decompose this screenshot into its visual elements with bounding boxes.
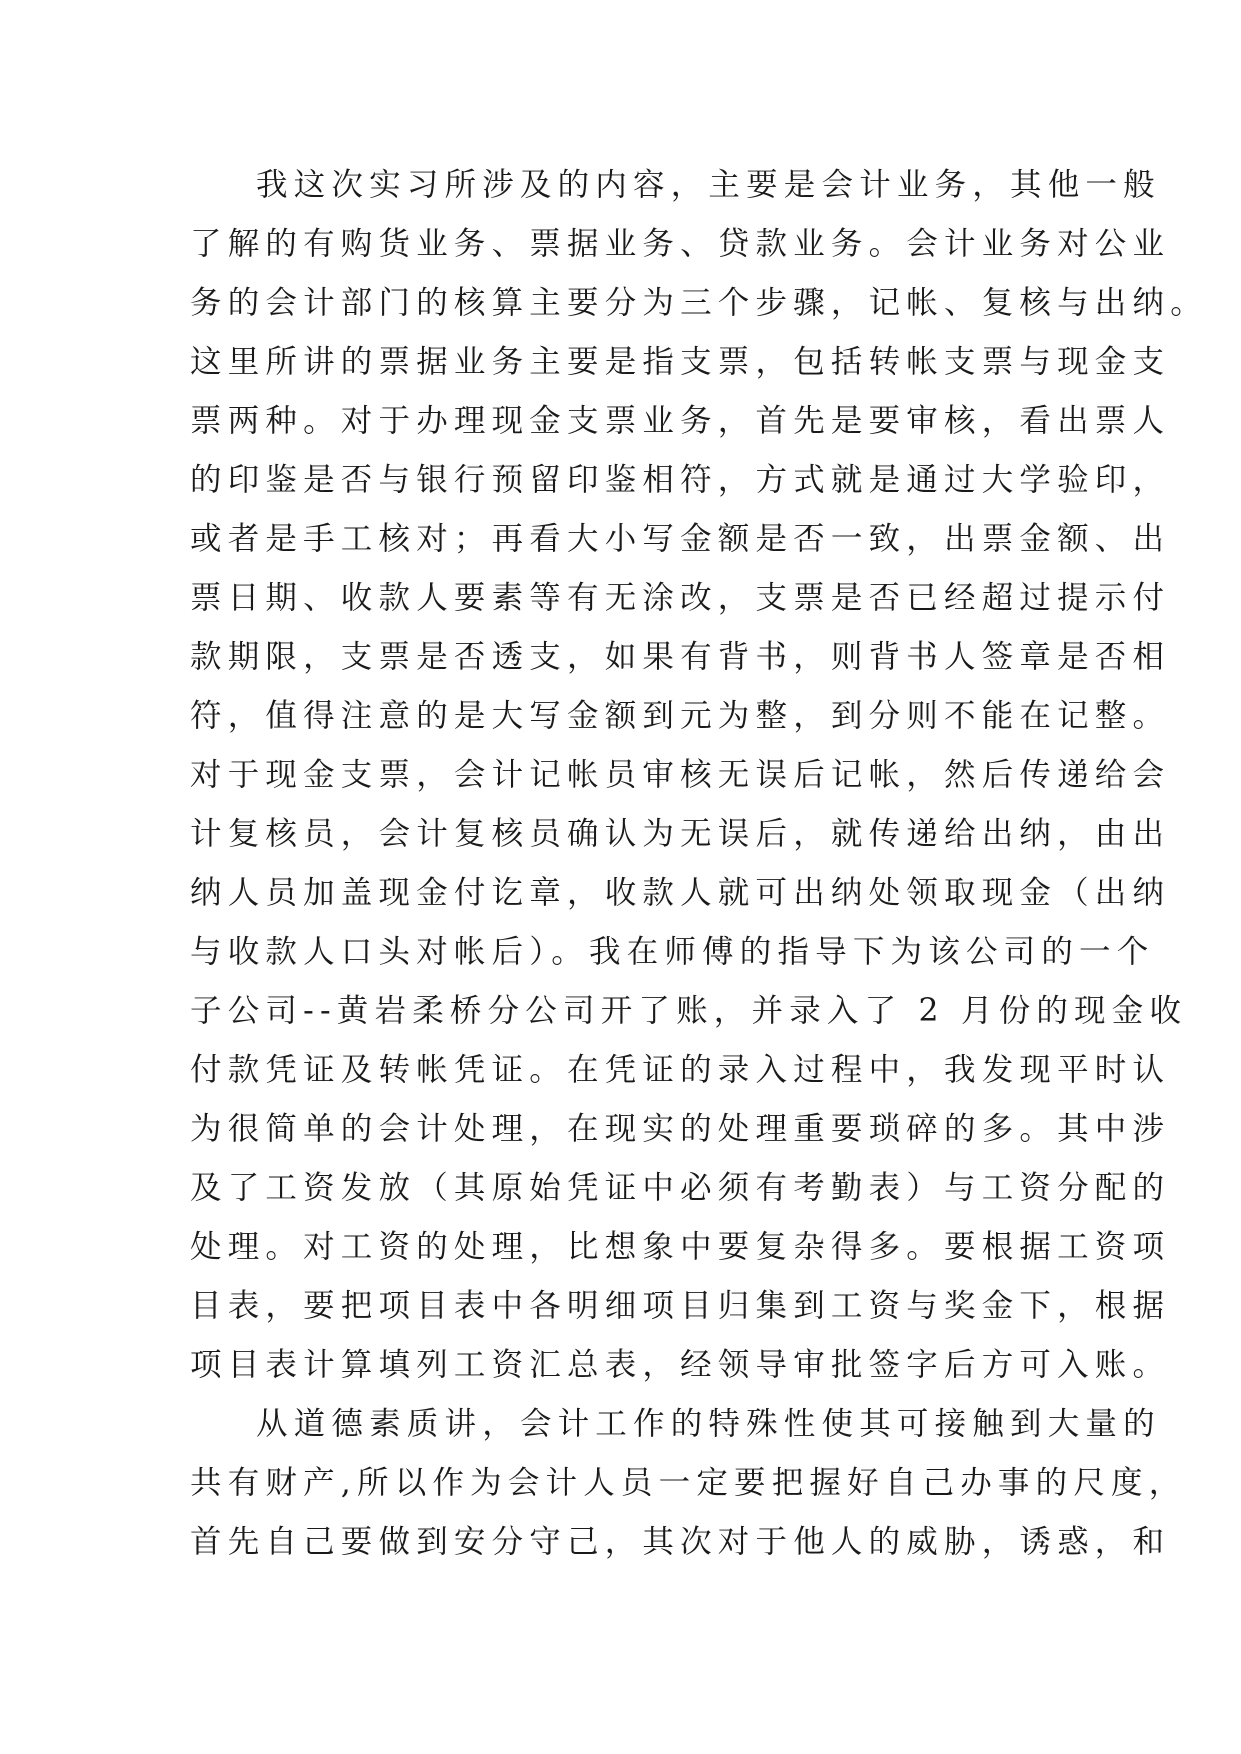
paragraph-line: 符，值得注意的是大写金额到元为整，到分则不能在记整。 xyxy=(190,698,1171,734)
paragraph-line: 首先自己要做到安分守己，其次对于他人的威胁，诱惑，和 xyxy=(190,1524,1171,1560)
paragraph-line: 我这次实习所涉及的内容，主要是会计业务，其他一般 xyxy=(256,167,1161,203)
paragraph-line: 票日期、收款人要素等有无涂改，支票是否已经超过提示付 xyxy=(190,580,1171,616)
paragraph-line: 为很简单的会计处理，在现实的处理重要琐碎的多。其中涉 xyxy=(190,1111,1171,1147)
paragraph-line: 计复核员，会计复核员确认为无误后，就传递给出纳，由出 xyxy=(190,816,1171,852)
paragraph-line: 务的会计部门的核算主要分为三个步骤，记帐、复核与出纳。 xyxy=(190,285,1208,321)
paragraph-line: 的印鉴是否与银行预留印鉴相符，方式就是通过大学验印， xyxy=(190,462,1171,498)
paragraph-line: 共有财产,所以作为会计人员一定要把握好自己办事的尺度， xyxy=(190,1465,1187,1501)
paragraph-line: 这里所讲的票据业务主要是指支票，包括转帐支票与现金支 xyxy=(190,344,1171,380)
paragraph-line: 项目表计算填列工资汇总表，经领导审批签字后方可入账。 xyxy=(190,1347,1171,1383)
paragraph-line: 款期限，支票是否透支，如果有背书，则背书人签章是否相 xyxy=(190,639,1171,675)
paragraph-line: 及了工资发放（其原始凭证中必须有考勤表）与工资分配的 xyxy=(190,1170,1171,1206)
paragraph-line: 了解的有购货业务、票据业务、贷款业务。会计业务对公业 xyxy=(190,226,1171,262)
paragraph-line: 处理。对工资的处理，比想象中要复杂得多。要根据工资项 xyxy=(190,1229,1171,1265)
paragraph-line: 付款凭证及转帐凭证。在凭证的录入过程中，我发现平时认 xyxy=(190,1052,1171,1088)
paragraph-line: 与收款人口头对帐后）。我在师傅的指导下为该公司的一个 xyxy=(190,934,1155,970)
paragraph-line: 从道德素质讲，会计工作的特殊性使其可接触到大量的 xyxy=(256,1406,1161,1442)
paragraph-line: 对于现金支票，会计记帐员审核无误后记帐，然后传递给会 xyxy=(190,757,1171,793)
paragraph-line: 子公司--黄岩柔桥分公司开了账，并录入了 2 月份的现金收 xyxy=(190,993,1188,1029)
paragraph-line: 纳人员加盖现金付讫章，收款人就可出纳处领取现金（出纳 xyxy=(190,875,1171,911)
paragraph-line: 或者是手工核对；再看大小写金额是否一致，出票金额、出 xyxy=(190,521,1171,557)
body-text xyxy=(190,156,1208,1572)
paragraph-line: 票两种。对于办理现金支票业务，首先是要审核，看出票人 xyxy=(190,403,1171,439)
paragraph-line: 目表，要把项目表中各明细项目归集到工资与奖金下，根据 xyxy=(190,1288,1171,1324)
